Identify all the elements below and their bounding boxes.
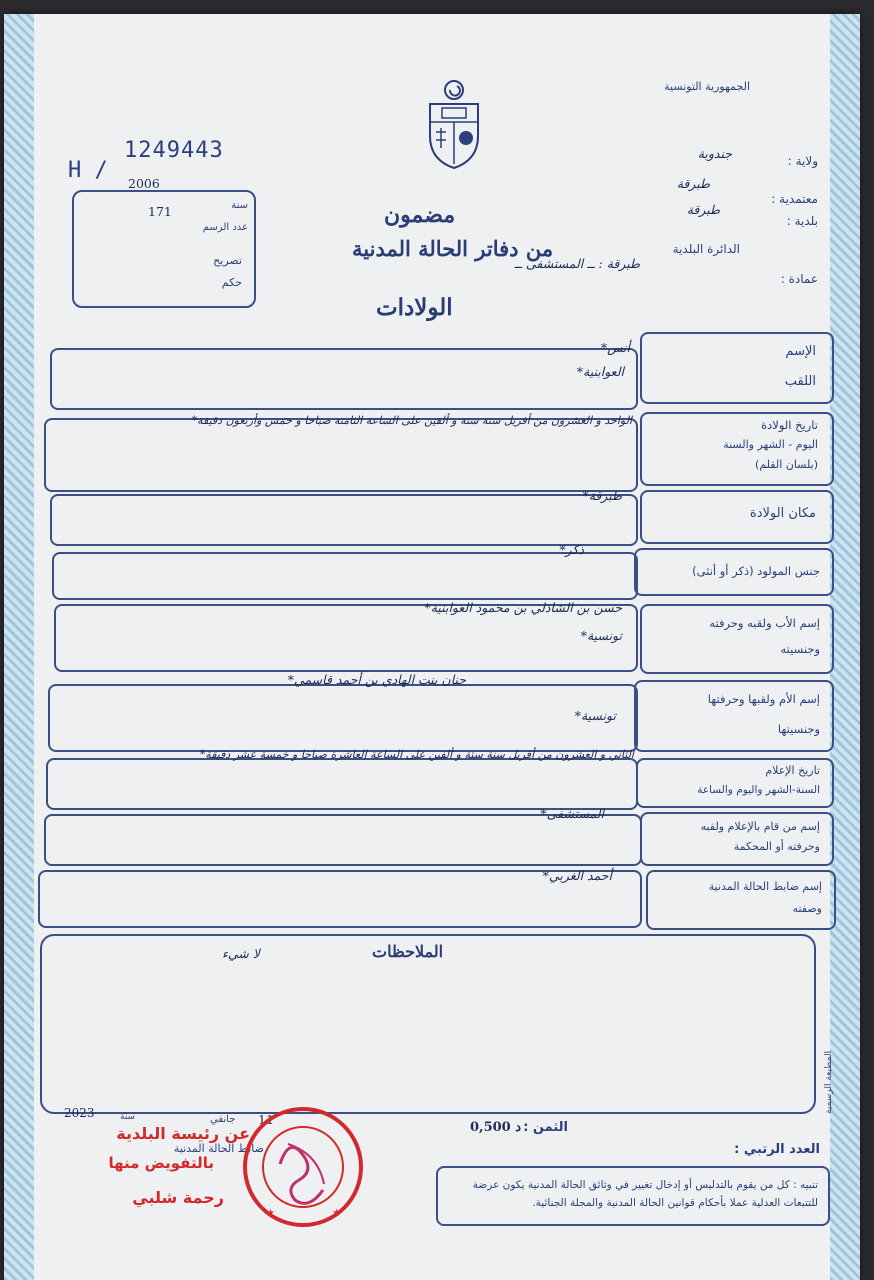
field-label-sex: جنس المولود (ذكر أو أنثى) (692, 564, 820, 578)
field-label-surname: اللقب (784, 374, 816, 389)
district-label: الدائرة البلدية (672, 242, 740, 256)
stamp-line-officer: ضابط الحالة المدنية (173, 1142, 264, 1155)
field-label-declarant: إسم من قام بالإعلام ولقبه (700, 820, 820, 833)
tunisia-coat-of-arms-icon (422, 76, 486, 176)
field-value-name: أنس* (600, 340, 630, 355)
field-label-birth-place: مكان الولادة (749, 506, 816, 521)
mootamadia-label: معتمدية : (771, 192, 818, 206)
field-value-declaration-date: الثاني و العشرون من أفريل سنة ستة و ألفين على الساعة العاشرة صباحا و خمسة عشر دقيقة* (199, 748, 634, 761)
issue-year-label: سنة (120, 1112, 136, 1122)
field-value-box-birth-place (50, 488, 638, 546)
mootamadia-value-top: طبرقة (676, 176, 710, 191)
declaration-label: تصريح (213, 254, 242, 267)
issue-month: جانفي (210, 1114, 236, 1125)
remarks-box (40, 934, 816, 1114)
field-label-birth-date-pen: (بلسان القلم) (755, 458, 818, 471)
remarks-value: لا شيء (222, 946, 260, 961)
field-value-box-name (50, 340, 638, 410)
field-label-box-birth-date (640, 412, 834, 486)
field-value-father: حسن بن الشاذلي بن محمود العوابنية* (424, 600, 622, 615)
field-label-box-sex (634, 548, 834, 596)
remarks-label: الملاحظات (372, 942, 444, 961)
field-label-name: الإسم (785, 344, 816, 359)
field-label-declarant-sub: وحرفته أو المحكمة (733, 840, 820, 853)
field-value-birth-place: طبرقة* (582, 488, 622, 503)
price-value: 0,500 د (470, 1120, 522, 1135)
wilaya-value: جندوبة (697, 146, 732, 161)
field-label-box-declaration-date (636, 758, 834, 808)
legal-warning-box (436, 1166, 830, 1226)
field-label-birth-date-sub: اليوم - الشهر والسنة (723, 438, 818, 451)
field-value-box-declarant (44, 806, 642, 866)
baladia-label: بلدية : (786, 214, 818, 228)
field-label-declaration-date-sub: السنة-الشهر واليوم والساعة (697, 784, 820, 796)
field-label-declaration-date: تاريخ الإعلام (765, 764, 820, 777)
field-value-surname: العوابنية* (576, 364, 624, 379)
municipal-round-stamp-icon (240, 1104, 366, 1234)
baladia-value: طبرقة (686, 202, 720, 217)
issue-year: 2023 (64, 1106, 95, 1120)
document-title-births: الولادات (376, 294, 453, 321)
field-value-father-nationality: تونسية* (580, 628, 622, 643)
field-value-box-birth-date (44, 414, 638, 492)
document-title-extract: مضمون (384, 202, 456, 228)
field-label-officer-sub: وصفته (792, 902, 822, 915)
decorative-border-left (4, 14, 34, 1280)
serial-number: 1249443 (124, 138, 224, 163)
serial-prefix: H / (68, 158, 108, 183)
field-label-box-father (640, 604, 834, 674)
official-printer-mark: المطبعة الرسمية (824, 1050, 834, 1114)
field-value-box-declaration-date (46, 748, 638, 810)
record-label: عدد الرسم (202, 222, 248, 233)
serial-order-label: العدد الرتبي : (734, 1142, 820, 1157)
field-label-box-name (640, 332, 834, 404)
serial-year: 2006 (128, 176, 160, 191)
birth-certificate-document (4, 14, 860, 1280)
issue-day: 11 (258, 1112, 274, 1127)
price-label: الثمن : (523, 1120, 568, 1135)
legal-warning-text: تنبيه : كل من يقوم بالتدليس أو إدخال تغيير في وثائق الحالة المدنية يكون عرضة للتتبعات العدلية عملا بأحكام قوانين الحالة المدنية والمجلة الجنائية. (472, 1179, 818, 1209)
district-value: طبرقة : ــ المستشفى ــ (514, 256, 640, 271)
wilaya-label: ولاية : (787, 154, 818, 168)
svg-text:★: ★ (266, 1208, 275, 1219)
field-value-birth-date: الواحد و العشرون من أفريل سنة ستة و ألفين على الساعة الثامنة صباحا و خمس وأربعون دقيقة* (191, 414, 632, 427)
field-label-box-declarant (640, 812, 834, 866)
field-label-father-nationality: وجنسيته (780, 642, 820, 656)
ruling-label: حكم (221, 276, 242, 289)
field-value-box-sex (52, 542, 638, 600)
stamp-signer-name: رحمة شلبي (132, 1188, 224, 1207)
field-value-sex: ذكر* (559, 542, 584, 557)
field-label-box-mother (634, 680, 834, 752)
record-info-box (72, 190, 256, 308)
document-title-registers: من دفاتر الحالة المدنية (352, 236, 554, 261)
field-value-declarant: المستشفى* (540, 806, 604, 821)
field-value-box-father (54, 600, 638, 672)
omada-label: عمادة : (780, 272, 818, 286)
field-value-mother-nationality: تونسية* (574, 708, 616, 723)
field-label-mother-nationality: وجنسيتها (777, 722, 820, 736)
field-value-mother: حنان بنت الهادي بن أحمد قاسمي* (287, 672, 466, 687)
record-number: 171 (148, 204, 172, 219)
field-label-father: إسم الأب ولقبه وحرفته (709, 616, 820, 630)
field-label-officer: إسم ضابط الحالة المدنية (708, 880, 822, 893)
field-label-birth-date: تاريخ الولادة (761, 418, 818, 432)
republic-label: الجمهورية التونسية (664, 80, 750, 93)
field-label-box-officer (646, 870, 836, 930)
stamp-line-delegation: بالتفويض منها (108, 1154, 214, 1172)
field-value-officer: أحمد الغربي* (542, 868, 612, 883)
stamp-line-mayor: عن رئيسة البلدية (116, 1124, 250, 1143)
svg-text:★: ★ (332, 1208, 341, 1219)
record-year-label: سنة (231, 200, 248, 211)
field-value-box-mother (48, 672, 638, 752)
field-label-mother: إسم الأم ولقبها وحرفتها (707, 692, 820, 706)
field-value-box-officer (38, 870, 642, 928)
field-label-box-birth-place (640, 490, 834, 544)
